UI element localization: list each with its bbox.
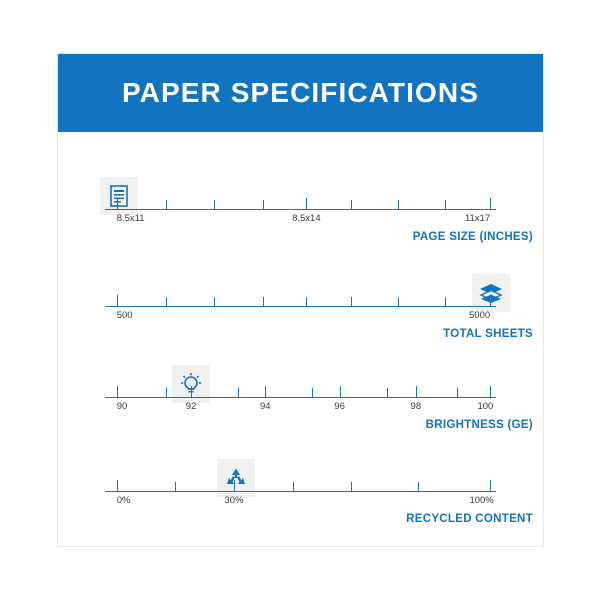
axis-tick (166, 388, 167, 397)
axis-tick (166, 297, 167, 306)
axis-tick (263, 200, 264, 209)
total-sheets-axis (105, 306, 496, 321)
axis-tick (418, 482, 419, 491)
page-title: PAPER SPECIFICATIONS (121, 77, 479, 108)
axis-tick-label: 94 (260, 401, 271, 412)
axis-tick (490, 198, 491, 209)
axis-tick (457, 388, 458, 397)
axis-tick-label: 98 (410, 401, 422, 412)
axis-tick-label: 92 (185, 401, 197, 412)
axis-tick (117, 198, 118, 209)
spec-card (57, 53, 544, 547)
axis-tick (191, 386, 192, 397)
axis-tick (416, 386, 417, 397)
axis-tick-label: 100 (477, 401, 494, 412)
axis-tick (445, 200, 446, 209)
spec-label-brightness: BRIGHTNESS (GE) (425, 419, 533, 431)
axis-tick-label: 500 (116, 310, 133, 321)
axis-tick (387, 388, 388, 397)
spec-label-page-size: PAGE SIZE (INCHES) (412, 231, 533, 243)
recycle-icon (224, 466, 248, 490)
axis-tick (312, 388, 313, 397)
axis-tick (398, 200, 399, 209)
axis-tick-label: 8.5x14 (292, 213, 321, 224)
axis-tick (117, 295, 118, 306)
brightness-axis (105, 397, 496, 412)
axis-tick (175, 482, 176, 491)
axis-tick (490, 480, 491, 491)
axis-tick-label: 100% (469, 495, 494, 506)
axis-tick (351, 482, 352, 491)
axis-tick (490, 295, 491, 306)
axis-tick (398, 297, 399, 306)
axis-tick (117, 386, 118, 397)
axis-tick-label: 90 (116, 401, 128, 412)
recycled-content-axis (105, 491, 496, 506)
axis-tick (214, 200, 215, 209)
spec-label-recycled-content: RECYCLED CONTENT (406, 513, 533, 525)
spec-label-total-sheets: TOTAL SHEETS (443, 328, 533, 340)
card-header (58, 54, 543, 132)
axis-tick (265, 386, 266, 397)
axis-tick (238, 388, 239, 397)
axis-tick (490, 386, 491, 397)
axis-tick-label: 11x17 (464, 213, 491, 224)
axis-tick (306, 297, 307, 306)
axis-tick (166, 200, 167, 209)
axis-tick (263, 297, 264, 306)
axis-tick (351, 200, 352, 209)
document-icon (109, 185, 129, 207)
axis-tick (351, 297, 352, 306)
axis-tick (445, 297, 446, 306)
axis-tick (117, 480, 118, 491)
axis-tick-label: 5000 (468, 310, 491, 321)
axis-tick (234, 480, 235, 491)
axis-tick-label: 30% (224, 495, 244, 506)
axis-tick (293, 482, 294, 491)
axis-tick (340, 386, 341, 397)
axis-tick-label: 8.5x11 (116, 213, 145, 224)
axis-tick (306, 198, 307, 209)
axis-tick-label: 96 (334, 401, 345, 412)
page-size-axis (105, 209, 496, 224)
axis-tick-label: 0% (116, 495, 131, 506)
axis-tick (214, 297, 215, 306)
